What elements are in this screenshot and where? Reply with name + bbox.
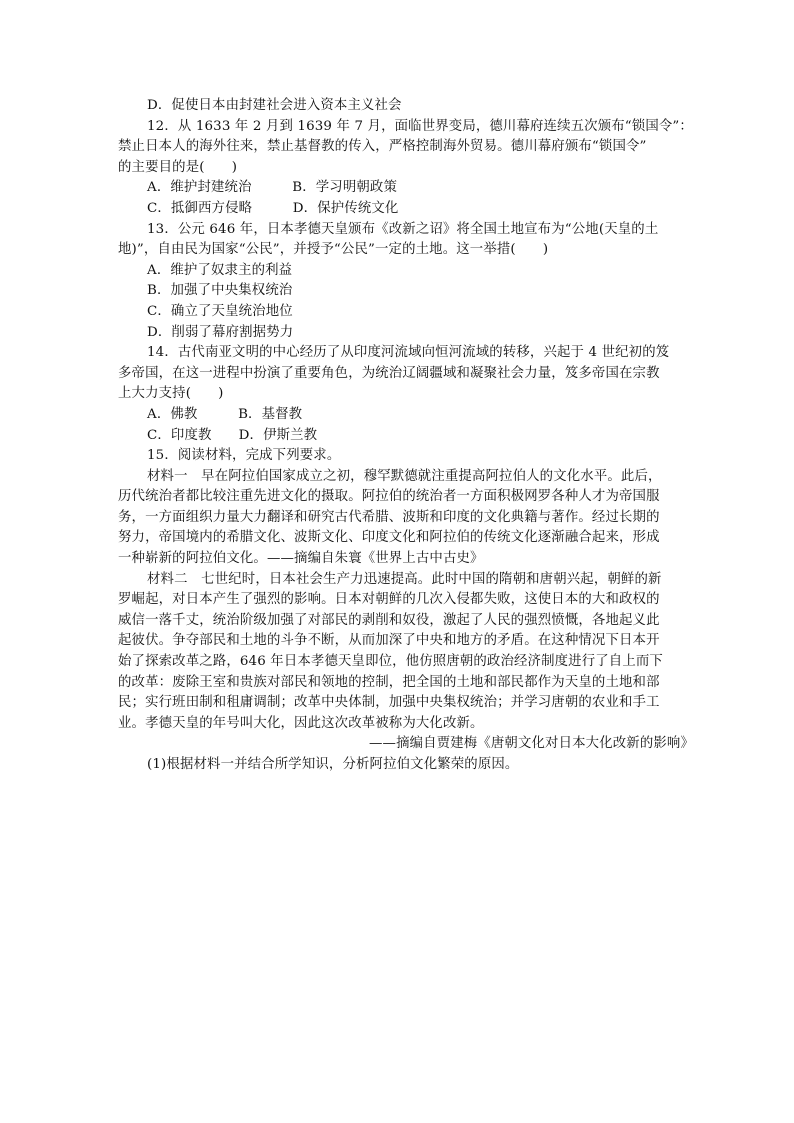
material-two-line-8: 业。孝德天皇的年号叫大化，因此这次改革被称为大化改新。	[118, 715, 484, 731]
question-13-stem-cont: 地)”，自由民为国家“公民”，并授予“公民”一定的土地。这一举措( )	[118, 242, 549, 258]
question-13-option-b: B．加强了中央集权统治	[147, 283, 293, 299]
material-two-line-7: 民；实行班田制和租庸调制；改革中央体制，加强中央集权统治；并学习唐朝的农业和手工	[118, 695, 660, 711]
question-14-options-ab: A．佛教 B．基督教	[147, 406, 303, 422]
material-one-line-1: 材料一 早在阿拉伯国家成立之初，穆罕默德就注重提高阿拉伯人的文化水平。此后，	[147, 468, 662, 484]
material-two-line-2: 罗崛起，对日本产生了强烈的影响。日本对朝鲜的几次入侵都失败，这使日本的大和政权的	[118, 592, 660, 608]
material-two-source: ——摘编自贾建梅《唐朝文化对日本大化改新的影响》	[369, 736, 694, 752]
material-two-line-5: 始了探索改革之路，646 年日本孝德天皇即位，他仿照唐朝的政治经济制度进行了自上而下	[118, 654, 663, 670]
material-one-line-2: 历代统治者都比较注重先进文化的摄取。阿拉伯的统治者一方面积极网罗各种人才为帝国服	[118, 489, 660, 505]
question-15-part-1: (1)根据材料一并结合所学知识，分析阿拉伯文化繁荣的原因。	[147, 757, 519, 772]
question-12-options-cd: C．抵御西方侵略 D．保护传统文化	[147, 200, 399, 216]
question-13-stem: 13．公元 646 年，日本孝德天皇颁布《改新之诏》将全国土地宣布为“公地(天皇的土	[147, 221, 659, 237]
question-14-stem: 14．古代南亚文明的中心经历了从印度河流域向恒河流域的转移，兴起于 4 世纪初的笈	[147, 345, 670, 361]
question-12-stem: 12．从 1633 年 2 月到 1639 年 7 月，面临世界变局，德川幕府连续五次颁布“锁国令”：	[147, 118, 693, 134]
material-one-source: 一种崭新的阿拉伯文化。——摘编自朱寰《世界上古中古史》	[118, 551, 484, 567]
question-13-option-a: A．维护了奴隶主的利益	[147, 262, 293, 278]
question-14-stem-end: 上大力支持( )	[118, 386, 224, 402]
question-14-stem-cont: 多帝国，在这一进程中扮演了重要角色，为统治辽阔疆域和凝聚社会力量，笈多帝国在宗教	[118, 365, 660, 381]
option-d-q11: D．促使日本由封建社会进入资本主义社会	[147, 98, 402, 113]
material-two-line-4: 起彼伏。争夺部民和土地的斗争不断，从而加深了中央和地方的矛盾。在这种情况下日本开	[118, 633, 660, 649]
question-12-stem-cont: 禁止日本人的海外往来，禁止基督教的传入，严格控制海外贸易。德川幕府颁布“锁国令”	[118, 139, 647, 155]
material-two-line-6: 的改革：废除王室和贵族对部民和领地的控制，把全国的土地和部民都作为天皇的土地和部	[118, 674, 660, 690]
question-14-options-cd: C．印度教 D．伊斯兰教	[147, 427, 318, 443]
question-15-stem: 15．阅读材料，完成下列要求。	[147, 448, 341, 464]
material-two-line-3: 威信一落千丈，统治阶级加强了对部民的剥削和奴役，激起了人民的强烈愤慨，各地起义此	[118, 612, 660, 628]
question-13-option-d: D．削弱了幕府割据势力	[147, 324, 294, 340]
material-one-line-3: 务，一方面组织力量大力翻译和研究古代希腊、波斯和印度的文化典籍与著作。经过长期的	[118, 509, 660, 525]
material-one-line-4: 努力，帝国境内的希腊文化、波斯文化、印度文化和阿拉伯的传统文化逐渐融合起来，形成	[118, 530, 660, 546]
exam-content	[118, 96, 694, 776]
question-13-option-c: C．确立了天皇统治地位	[147, 303, 293, 319]
material-two-line-1: 材料二 七世纪时，日本社会生产力迅速提高。此时中国的隋朝和唐朝兴起，朝鲜的新	[147, 571, 662, 587]
question-12-stem-end: 的主要目的是( )	[118, 159, 238, 175]
question-12-options-ab: A．维护封建统治 B．学习明朝政策	[147, 180, 397, 196]
